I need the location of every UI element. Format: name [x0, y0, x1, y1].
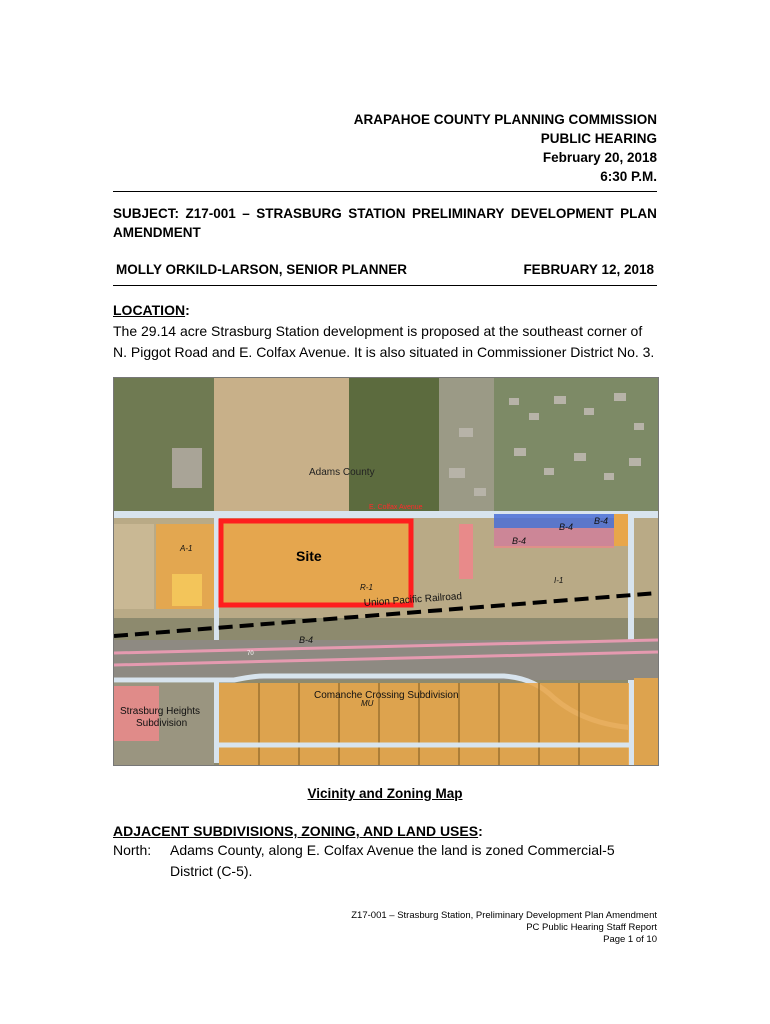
- comanche-label: Comanche Crossing Subdivision: [314, 690, 459, 701]
- map-image: [114, 378, 658, 765]
- interstate-shield-label: 70: [247, 651, 254, 657]
- zone-label: B-4: [299, 635, 314, 645]
- location-heading-colon: :: [185, 302, 190, 318]
- east-parcel: [634, 678, 658, 765]
- subject-block: [113, 204, 657, 242]
- colfax-label: E. Colfax Avenue: [369, 504, 423, 511]
- north-text: Adams County, along E. Colfax Avenue the land is zoned Commercial-5 District (C-5).: [170, 842, 615, 879]
- subject-line-2: AMENDMENT: [113, 225, 201, 240]
- location-heading: [113, 302, 190, 318]
- strasburg-heights-label-1: Strasburg Heights: [120, 706, 201, 717]
- adams-county-label: Adams County: [309, 467, 375, 478]
- zone-label: B-4: [594, 516, 609, 526]
- footer-page-number: Page 1 of 10: [603, 934, 657, 945]
- byline-divider: [113, 285, 657, 286]
- business-corner: [614, 514, 628, 546]
- strasburg-heights-label-2: Subdivision: [136, 718, 188, 729]
- field-nw: [114, 378, 214, 513]
- zone-label: B-4: [512, 536, 527, 546]
- subject-word: Z17-001: [185, 206, 236, 221]
- adjacent-heading-text: ADJACENT SUBDIVISIONS, ZONING, AND LAND USES: [113, 823, 479, 839]
- author-name: MOLLY ORKILD-LARSON, SENIOR PLANNER: [116, 262, 408, 277]
- header-line-commission: ARAPAHOE COUNTY PLANNING COMMISSION: [353, 112, 657, 127]
- adjacent-heading-colon: :: [478, 823, 483, 839]
- header-divider: [113, 191, 657, 192]
- subject-word: STATION: [348, 206, 406, 221]
- subject-word: PRELIMINARY: [411, 206, 505, 221]
- zone-label: I-1: [554, 576, 564, 585]
- adjacent-heading: [113, 823, 483, 839]
- residential-strip: [459, 524, 473, 579]
- site-label: Site: [296, 548, 322, 564]
- subject-word: SUBJECT:: [113, 206, 180, 221]
- farm-buildings: [172, 448, 202, 488]
- location-text: The 29.14 acre Strasburg Station development is proposed at the southeast corner of N. Piggot Road and E. Colfax Avenue. It is also situated in Commissioner District No. 3.: [113, 323, 655, 360]
- vicinity-zoning-map: [113, 377, 659, 766]
- zone-label: MU: [361, 699, 374, 708]
- railroad-label: Union Pacific Railroad: [363, 591, 463, 609]
- hearing-header: [354, 110, 657, 186]
- zone-label: A-1: [180, 544, 193, 553]
- subject-line-1: [113, 204, 657, 223]
- map-caption: Vicinity and Zoning Map: [307, 786, 463, 801]
- byline: [116, 262, 654, 277]
- west-building: [172, 574, 202, 606]
- location-heading-text: LOCATION: [113, 302, 186, 318]
- header-line-date: February 20, 2018: [542, 150, 657, 165]
- subject-word: DEVELOPMENT: [510, 206, 614, 221]
- header-line-hearing: PUBLIC HEARING: [540, 131, 657, 146]
- subject-word: PLAN: [620, 206, 657, 221]
- report-date: FEBRUARY 12, 2018: [523, 262, 654, 277]
- page-footer: [351, 910, 657, 946]
- zone-label: B-4: [559, 522, 574, 532]
- header-line-time: 6:30 P.M.: [600, 169, 657, 184]
- zone-label: R-1: [360, 583, 373, 592]
- parcel-west: [114, 524, 154, 609]
- subject-word: STRASBURG: [256, 206, 342, 221]
- footer-report-type: PC Public Hearing Staff Report: [526, 922, 657, 933]
- footer-report-title: Z17-001 – Strasburg Station, Preliminary Development Plan Amendment: [351, 910, 657, 921]
- field-north-tan: [214, 378, 349, 513]
- north-label: North:: [113, 842, 152, 858]
- subject-word: –: [242, 206, 250, 221]
- field-north-green: [349, 378, 439, 513]
